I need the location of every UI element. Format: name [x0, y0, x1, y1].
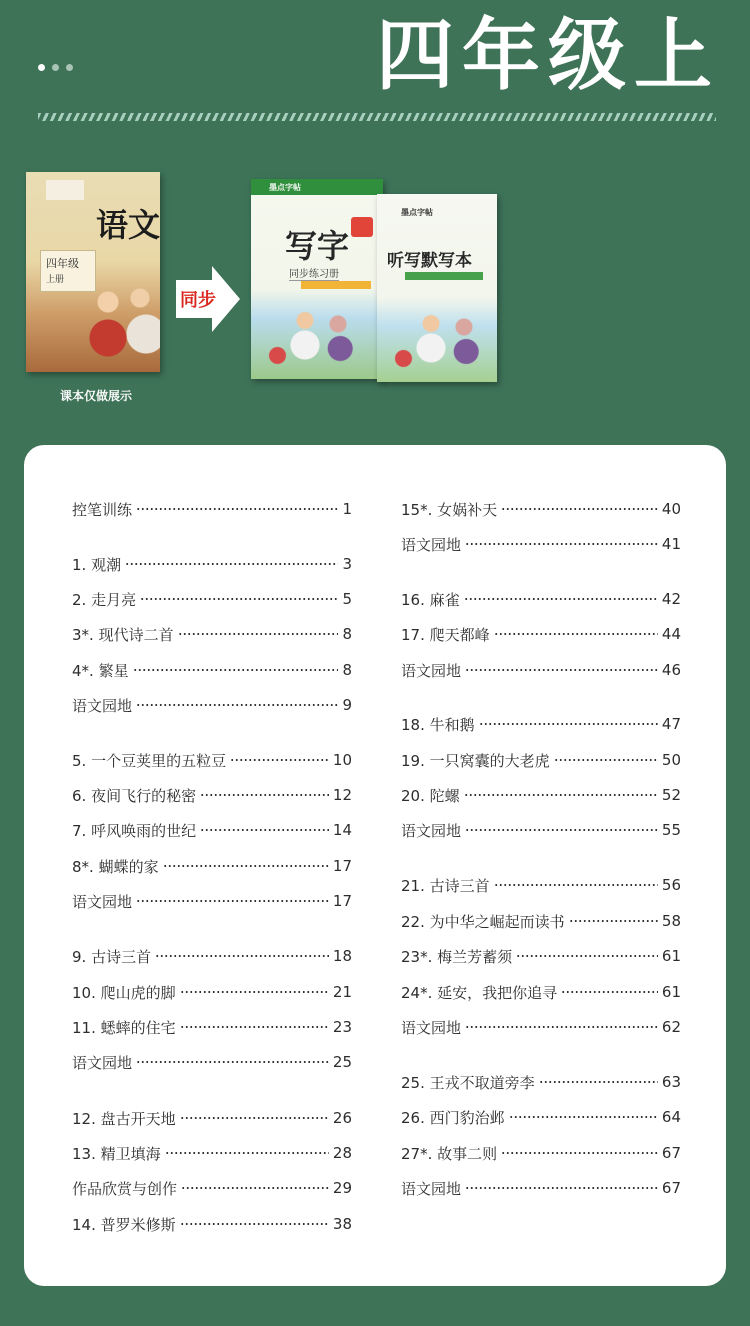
toc-entry-title: 26. 西门豹治邺: [401, 1108, 505, 1127]
dot-leader: [509, 1116, 658, 1118]
toc-entry-title: 8*. 蝴蝶的家: [72, 857, 159, 876]
workbook-writing-cover: [251, 179, 383, 379]
toc-entry[interactable]: [72, 979, 352, 1005]
dot-leader: [465, 543, 658, 545]
toc-entry[interactable]: [72, 1105, 352, 1131]
toc-entry[interactable]: [72, 1140, 352, 1166]
toc-entry[interactable]: [401, 782, 681, 808]
textbook-cover: [26, 172, 160, 372]
toc-entry-title: 3*. 现代诗二首: [72, 625, 174, 644]
carousel-dot[interactable]: [66, 64, 73, 71]
carousel-dots[interactable]: [38, 64, 73, 71]
toc-entry[interactable]: [72, 551, 352, 577]
toc-entry[interactable]: [401, 872, 681, 898]
dot-leader: [200, 829, 329, 831]
toc-entry-title: 语文园地: [401, 535, 462, 554]
toc-entry-page: 61: [661, 983, 681, 1001]
toc-entry[interactable]: [401, 1140, 681, 1166]
dot-leader: [136, 1061, 329, 1063]
dot-leader: [200, 794, 329, 796]
toc-entry[interactable]: [72, 657, 352, 683]
toc-entry-page: 17: [332, 857, 352, 875]
toc-entry[interactable]: [401, 621, 681, 647]
toc-entry[interactable]: [72, 888, 352, 914]
toc-entry-page: 63: [661, 1073, 681, 1091]
dot-leader: [516, 955, 658, 957]
toc-entry-page: 3: [342, 555, 352, 573]
workbook-title: 写字: [285, 227, 350, 265]
toc-entry-title: 语文园地: [72, 1053, 133, 1072]
textbook-caption: 课本仅做展示: [59, 389, 132, 403]
toc-entry-page: 52: [661, 786, 681, 804]
toc-entry-page: 58: [661, 912, 681, 930]
toc-entry-page: 8: [342, 661, 352, 679]
toc-entry-title: 14. 普罗米修斯: [72, 1215, 176, 1234]
dot-leader: [165, 1152, 329, 1154]
toc-entry-page: 46: [661, 661, 681, 679]
dot-leader: [180, 991, 329, 993]
toc-entry[interactable]: [401, 1014, 681, 1040]
toc-entry-title: 20. 陀螺: [401, 786, 460, 805]
toc-entry-title: 18. 牛和鹅: [401, 715, 475, 734]
dot-leader: [136, 704, 338, 706]
toc-entry-title: 15*. 女娲补天: [401, 500, 498, 519]
dot-leader: [494, 633, 658, 635]
cover-illustration: [78, 282, 160, 362]
toc-entry[interactable]: [72, 1175, 352, 1201]
toc-entry[interactable]: [72, 747, 352, 773]
dot-leader: [479, 723, 658, 725]
toc-entry-page: 44: [661, 625, 681, 643]
carousel-dot[interactable]: [52, 64, 59, 71]
toc-entry-page: 23: [332, 1018, 352, 1036]
toc-entry-page: 28: [332, 1144, 352, 1162]
toc-entry-page: 61: [661, 947, 681, 965]
dot-leader: [133, 669, 339, 671]
toc-entry[interactable]: [401, 1104, 681, 1130]
textbook-volume: 上册: [46, 275, 65, 285]
toc-entry[interactable]: [401, 531, 681, 557]
toc-entry-title: 22. 为中华之崛起而读书: [401, 912, 565, 931]
toc-entry[interactable]: [401, 586, 681, 612]
toc-entry-title: 4*. 繁星: [72, 661, 129, 680]
toc-entry-title: 27*. 故事二则: [401, 1144, 498, 1163]
decorative-stripe: [38, 113, 716, 121]
toc-entry-page: 12: [332, 786, 352, 804]
toc-entry-page: 17: [332, 892, 352, 910]
toc-entry-page: 10: [332, 751, 352, 769]
toc-entry-page: 29: [332, 1179, 352, 1197]
toc-entry[interactable]: [401, 908, 681, 934]
toc-entry[interactable]: [401, 496, 681, 522]
toc-entry[interactable]: [401, 943, 681, 969]
workbook-subtitle: 同步练习册: [289, 265, 339, 281]
toc-entry-title: 11. 蟋蟀的住宅: [72, 1018, 176, 1037]
dot-leader: [465, 829, 658, 831]
toc-entry-title: 24*. 延安，我把你追寻: [401, 983, 558, 1002]
toc-entry-title: 25. 王戎不取道旁李: [401, 1073, 535, 1092]
brand-bar: [251, 179, 383, 195]
toc-entry-page: 9: [342, 696, 352, 714]
toc-entry-page: 8: [342, 625, 352, 643]
toc-entry[interactable]: [72, 1211, 352, 1237]
toc-entry-title: 语文园地: [401, 821, 462, 840]
toc-entry-page: 14: [332, 821, 352, 839]
dot-leader: [561, 991, 658, 993]
toc-entry-page: 42: [661, 590, 681, 608]
dot-leader: [569, 920, 658, 922]
dot-leader: [539, 1081, 658, 1083]
textbook-grade: 四年级: [46, 257, 79, 270]
toc-entry-title: 21. 古诗三首: [401, 876, 490, 895]
dot-leader: [136, 508, 338, 510]
dot-leader: [155, 955, 329, 957]
toc-entry-page: 40: [661, 500, 681, 518]
dot-leader: [501, 1152, 658, 1154]
workbook-dictation-cover: [377, 194, 497, 382]
toc-entry[interactable]: [72, 782, 352, 808]
toc-entry[interactable]: [72, 817, 352, 843]
dot-leader: [180, 1223, 329, 1225]
brand-bar: [377, 194, 497, 217]
toc-entry-title: 语文园地: [72, 696, 133, 715]
toc-entry[interactable]: [401, 747, 681, 773]
toc-entry[interactable]: [72, 692, 352, 718]
toc-entry[interactable]: [401, 1069, 681, 1095]
toc-entry-title: 语文园地: [401, 1018, 462, 1037]
grade-title: 四年级上: [375, 11, 720, 101]
dot-leader: [180, 1026, 329, 1028]
toc-entry-title: 1. 观潮: [72, 555, 122, 574]
dot-leader: [230, 759, 329, 761]
toc-entry-title: 23*. 梅兰芳蓄须: [401, 947, 513, 966]
edition-tag: [405, 272, 483, 280]
toc-entry-page: 18: [332, 947, 352, 965]
table-of-contents-card: [24, 445, 726, 1286]
toc-entry[interactable]: [401, 979, 681, 1005]
toc-entry-title: 19. 一只窝囊的大老虎: [401, 751, 550, 770]
toc-entry-page: 50: [661, 751, 681, 769]
cover-illustration: [261, 303, 371, 373]
toc-entry-page: 55: [661, 821, 681, 839]
toc-entry-page: 64: [661, 1108, 681, 1126]
toc-entry-title: 控笔训练: [72, 500, 133, 519]
brand-name: 墨点字帖: [269, 183, 301, 192]
dot-leader: [140, 598, 338, 600]
toc-entry-page: 41: [661, 535, 681, 553]
brand-name: 墨点字帖: [401, 208, 433, 217]
toc-entry-page: 62: [661, 1018, 681, 1036]
toc-entry-title: 6. 夜间飞行的秘密: [72, 786, 197, 805]
toc-entry-title: 13. 精卫填海: [72, 1144, 161, 1163]
textbook-title: 语文: [96, 206, 160, 244]
toc-entry-page: 67: [661, 1144, 681, 1162]
publisher-logo: [46, 180, 84, 200]
toc-entry-title: 17. 爬天都峰: [401, 625, 490, 644]
toc-entry-title: 5. 一个豆荚里的五粒豆: [72, 751, 227, 770]
dot-leader: [181, 1187, 329, 1189]
workbook-title: 听写默写本: [387, 251, 472, 271]
cover-illustration: [387, 306, 497, 376]
toc-entry[interactable]: [72, 853, 352, 879]
dot-leader: [136, 900, 329, 902]
toc-entry-title: 语文园地: [401, 1179, 462, 1198]
toc-entry-title: 12. 盘古开天地: [72, 1109, 176, 1128]
toc-entry[interactable]: [401, 711, 681, 737]
dot-leader: [464, 794, 658, 796]
toc-entry-title: 语文园地: [72, 892, 133, 911]
toc-entry-title: 9. 古诗三首: [72, 947, 152, 966]
dot-leader: [178, 633, 339, 635]
toc-entry-page: 26: [332, 1109, 352, 1127]
toc-entry-page: 25: [332, 1053, 352, 1071]
toc-entry[interactable]: [72, 1014, 352, 1040]
dot-leader: [501, 508, 658, 510]
badge-icon: [351, 217, 373, 237]
toc-entry[interactable]: [72, 943, 352, 969]
toc-entry-title: 16. 麻雀: [401, 590, 460, 609]
toc-entry-title: 作品欣赏与创作: [72, 1179, 178, 1198]
toc-entry-title: 10. 爬山虎的脚: [72, 983, 176, 1002]
toc-entry-page: 5: [342, 590, 352, 608]
dot-leader: [163, 865, 329, 867]
toc-entry-page: 21: [332, 983, 352, 1001]
toc-entry-page: 38: [332, 1215, 352, 1233]
dot-leader: [125, 563, 338, 565]
toc-entry-title: 语文园地: [401, 661, 462, 680]
dot-leader: [465, 1187, 658, 1189]
toc-entry-title: 7. 呼风唤雨的世纪: [72, 821, 197, 840]
sync-label: 同步: [180, 290, 216, 311]
dot-leader: [494, 884, 658, 886]
dot-leader: [464, 598, 658, 600]
toc-entry[interactable]: [72, 1049, 352, 1075]
toc-entry[interactable]: [401, 817, 681, 843]
toc-entry-title: 2. 走月亮: [72, 590, 137, 609]
toc-entry[interactable]: [72, 621, 352, 647]
toc-entry[interactable]: [72, 586, 352, 612]
toc-entry-page: 56: [661, 876, 681, 894]
dot-leader: [465, 1026, 658, 1028]
toc-entry-page: 1: [342, 500, 352, 518]
toc-entry[interactable]: [72, 496, 352, 522]
edition-tag: [301, 281, 371, 289]
dot-leader: [554, 759, 658, 761]
toc-entry[interactable]: [401, 657, 681, 683]
toc-entry-page: 67: [661, 1179, 681, 1197]
dot-leader: [180, 1117, 329, 1119]
toc-entry[interactable]: [401, 1175, 681, 1201]
toc-entry-page: 47: [661, 715, 681, 733]
dot-leader: [465, 669, 658, 671]
carousel-dot[interactable]: [38, 64, 45, 71]
